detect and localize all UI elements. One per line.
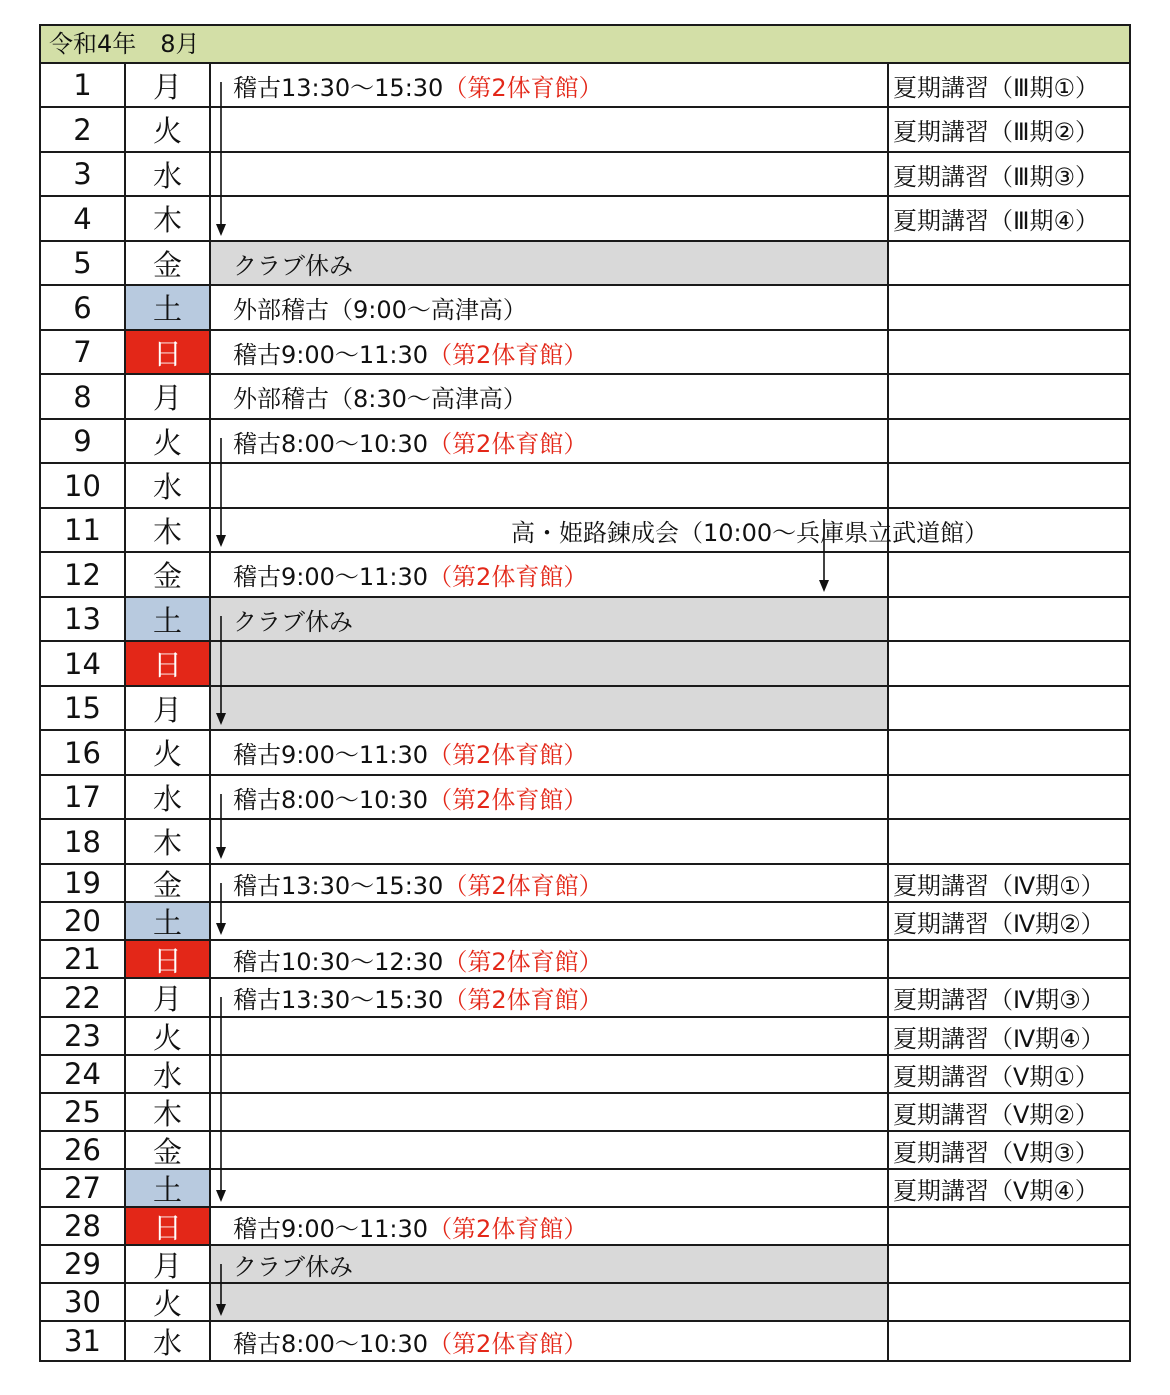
activity-text: 稽古9:00～11:30	[233, 340, 429, 369]
activity-cell	[211, 642, 889, 685]
day-number: 28	[41, 1208, 126, 1244]
activity-text: 稽古8:00～10:30	[233, 1329, 429, 1358]
day-number: 7	[41, 331, 126, 373]
note-cell	[889, 820, 1129, 863]
note-cell	[889, 731, 1129, 774]
note-cell	[889, 642, 1129, 685]
activity-text: 稽古8:00～10:30	[233, 429, 429, 458]
schedule-row	[41, 331, 1129, 375]
schedule-row	[41, 1246, 1129, 1284]
note-cell	[889, 509, 1129, 551]
day-number: 25	[41, 1094, 126, 1130]
weekday-cell: 金	[126, 865, 211, 901]
schedule-row	[41, 286, 1129, 331]
venue-text: （第2体育館）	[443, 986, 603, 1014]
note-cell: 夏期講習（Ⅳ期②）	[893, 909, 1105, 938]
venue-text: （第2体育館）	[428, 563, 588, 591]
note-cell: 夏期講習（Ⅲ期③）	[893, 162, 1100, 191]
note-cell	[889, 687, 1129, 729]
day-number: 10	[41, 464, 126, 507]
activity-cell	[211, 865, 889, 901]
schedule-row	[41, 509, 1129, 553]
weekday-cell: 金	[126, 242, 211, 284]
activity-text: クラブ休み	[233, 607, 353, 636]
activity-text: クラブ休み	[233, 251, 353, 280]
day-number: 5	[41, 242, 126, 284]
venue-text: （第2体育館）	[428, 429, 588, 458]
weekday-cell: 火	[126, 108, 211, 151]
note-cell	[889, 331, 1129, 373]
activity-cell	[211, 1322, 889, 1360]
activity-cell	[211, 331, 889, 373]
weekday-cell: 木	[126, 509, 211, 551]
day-number: 11	[41, 509, 126, 551]
activity-cell	[211, 64, 889, 106]
weekday-cell: 土	[126, 598, 211, 640]
schedule-row	[41, 941, 1129, 979]
activity-cell	[211, 820, 889, 863]
activity-text: 稽古10:30～12:30	[233, 947, 444, 976]
schedule-row	[41, 642, 1129, 687]
weekday-cell: 水	[126, 776, 211, 818]
activity-cell	[211, 464, 889, 507]
day-number: 9	[41, 420, 126, 462]
activity-text: 稽古9:00～11:30	[233, 741, 429, 769]
day-number: 4	[41, 197, 126, 240]
weekday-cell: 木	[126, 197, 211, 240]
activity-cell	[211, 108, 889, 151]
schedule-row	[41, 598, 1129, 642]
activity-cell	[211, 1246, 889, 1282]
day-number: 24	[41, 1056, 126, 1092]
weekday-cell: 火	[126, 1018, 211, 1054]
note-cell: 夏期講習（Ⅳ期④）	[893, 1024, 1105, 1053]
weekday-cell: 月	[126, 1246, 211, 1282]
schedule-row	[41, 776, 1129, 820]
day-number: 29	[41, 1246, 126, 1282]
day-number: 6	[41, 286, 126, 329]
day-number: 27	[41, 1170, 126, 1206]
note-cell	[889, 464, 1129, 507]
weekday-cell: 日	[126, 941, 211, 977]
activity-cell	[211, 1094, 889, 1130]
day-number: 3	[41, 153, 126, 195]
schedule-table	[39, 24, 1131, 1362]
day-number: 17	[41, 776, 126, 818]
venue-text: （第2体育館）	[443, 871, 603, 900]
venue-text: （第2体育館）	[428, 340, 588, 369]
day-number: 31	[41, 1322, 126, 1360]
schedule-row	[41, 903, 1129, 941]
note-cell	[889, 286, 1129, 329]
schedule-row	[41, 553, 1129, 598]
venue-text: （第2体育館）	[443, 73, 603, 102]
schedule-row	[41, 865, 1129, 903]
day-number: 15	[41, 687, 126, 729]
note-cell: 夏期講習（Ⅴ期③）	[893, 1138, 1099, 1167]
note-cell: 夏期講習（Ⅲ期①）	[893, 73, 1100, 102]
activity-cell	[211, 1208, 889, 1244]
schedule-row	[41, 1018, 1129, 1056]
schedule-row	[41, 242, 1129, 286]
weekday-cell: 月	[126, 979, 211, 1016]
day-number: 26	[41, 1132, 126, 1168]
activity-text: 稽古9:00～11:30	[233, 1214, 429, 1243]
schedule-row	[41, 1132, 1129, 1170]
activity-cell	[211, 553, 889, 596]
venue-text: （第2体育館）	[428, 1329, 588, 1358]
note-cell	[889, 242, 1129, 284]
schedule-row	[41, 375, 1129, 420]
schedule-row	[41, 1322, 1129, 1360]
day-number: 8	[41, 375, 126, 418]
schedule-row	[41, 1170, 1129, 1208]
activity-cell	[211, 731, 889, 774]
day-number: 20	[41, 903, 126, 939]
activity-cell	[211, 420, 889, 462]
weekday-cell: 日	[126, 642, 211, 685]
schedule-row	[41, 731, 1129, 776]
weekday-cell: 月	[126, 375, 211, 418]
activity-text: 稽古13:30～15:30	[233, 986, 444, 1014]
activity-cell	[211, 979, 889, 1016]
day-number: 21	[41, 941, 126, 977]
day-number: 16	[41, 731, 126, 774]
note-cell	[889, 553, 1129, 596]
day-number: 2	[41, 108, 126, 151]
day-number: 30	[41, 1284, 126, 1320]
schedule-row	[41, 820, 1129, 865]
weekday-cell: 月	[126, 687, 211, 729]
schedule-row	[41, 1056, 1129, 1094]
weekday-cell: 土	[126, 1170, 211, 1206]
schedule-row	[41, 1284, 1129, 1322]
schedule-row	[41, 197, 1129, 242]
note-cell: 夏期講習（Ⅴ期①）	[893, 1062, 1099, 1091]
note-cell: 夏期講習（Ⅴ期②）	[893, 1100, 1099, 1129]
note-cell: 夏期講習（Ⅲ期②）	[893, 118, 1100, 146]
activity-text: 外部稽古（9:00～高津高）	[233, 296, 527, 324]
note-cell	[889, 598, 1129, 640]
activity-cell	[211, 1018, 889, 1054]
schedule-row	[41, 420, 1129, 464]
note-cell: 夏期講習（Ⅴ期④）	[893, 1176, 1099, 1205]
note-cell	[889, 776, 1129, 818]
weekday-cell: 木	[126, 820, 211, 863]
note-cell	[889, 420, 1129, 462]
note-cell: 夏期講習（Ⅳ期①）	[893, 871, 1105, 900]
weekday-cell: 火	[126, 1284, 211, 1320]
schedule-row	[41, 64, 1129, 108]
activity-text: クラブ休み	[233, 1252, 353, 1281]
schedule-row	[41, 464, 1129, 509]
activity-text: 稽古13:30～15:30	[233, 871, 444, 900]
activity-text: 外部稽古（8:30～高津高）	[233, 385, 527, 413]
weekday-cell: 火	[126, 731, 211, 774]
note-cell	[889, 1284, 1129, 1320]
day-number: 1	[41, 64, 126, 106]
day-number: 18	[41, 820, 126, 863]
schedule-row	[41, 687, 1129, 731]
activity-text: 稽古8:00～10:30	[233, 785, 429, 814]
weekday-cell: 日	[126, 331, 211, 373]
weekday-cell: 水	[126, 153, 211, 195]
note-cell: 夏期講習（Ⅳ期③）	[893, 986, 1105, 1014]
activity-cell	[211, 1056, 889, 1092]
schedule-row	[41, 108, 1129, 153]
schedule-row	[41, 1094, 1129, 1132]
venue-text: （第2体育館）	[443, 947, 603, 976]
weekday-cell: 金	[126, 553, 211, 596]
activity-cell	[211, 687, 889, 729]
activity-cell	[211, 1170, 889, 1206]
activity-cell	[211, 598, 889, 640]
activity-cell	[211, 286, 889, 329]
weekday-cell: 木	[126, 1094, 211, 1130]
day-number: 22	[41, 979, 126, 1016]
day-number: 19	[41, 865, 126, 901]
schedule-row	[41, 979, 1129, 1018]
weekday-cell: 土	[126, 286, 211, 329]
day-number: 14	[41, 642, 126, 685]
note-cell	[889, 375, 1129, 418]
weekday-cell: 土	[126, 903, 211, 939]
day-number: 12	[41, 553, 126, 596]
activity-text: 稽古9:00～11:30	[233, 563, 429, 591]
activity-cell	[211, 1284, 889, 1320]
activity-cell	[211, 509, 989, 551]
weekday-cell: 月	[126, 64, 211, 106]
note-cell	[889, 941, 1129, 977]
activity-cell	[211, 776, 889, 818]
venue-text: （第2体育館）	[428, 741, 588, 769]
activity-cell	[211, 1132, 889, 1168]
activity-cell	[211, 197, 889, 240]
schedule-row	[41, 1208, 1129, 1246]
venue-text: （第2体育館）	[428, 1214, 588, 1243]
day-number: 23	[41, 1018, 126, 1054]
activity-cell	[211, 941, 889, 977]
event-text: 高・姫路錬成会（10:00～兵庫県立武道館）	[511, 518, 989, 547]
month-header: 令和4年 8月	[41, 26, 1129, 64]
weekday-cell: 水	[126, 1322, 211, 1360]
weekday-cell: 金	[126, 1132, 211, 1168]
note-cell	[889, 1208, 1129, 1244]
weekday-cell: 日	[126, 1208, 211, 1244]
activity-cell	[211, 153, 889, 195]
day-number: 13	[41, 598, 126, 640]
venue-text: （第2体育館）	[428, 785, 588, 814]
activity-cell	[211, 242, 889, 284]
weekday-cell: 水	[126, 1056, 211, 1092]
weekday-cell: 火	[126, 420, 211, 462]
note-cell	[889, 1246, 1129, 1282]
weekday-cell: 水	[126, 464, 211, 507]
activity-text: 稽古13:30～15:30	[233, 73, 444, 102]
schedule-row	[41, 153, 1129, 197]
note-cell: 夏期講習（Ⅲ期④）	[893, 207, 1100, 235]
activity-cell	[211, 903, 889, 939]
note-cell	[889, 1322, 1129, 1360]
activity-cell	[211, 375, 889, 418]
